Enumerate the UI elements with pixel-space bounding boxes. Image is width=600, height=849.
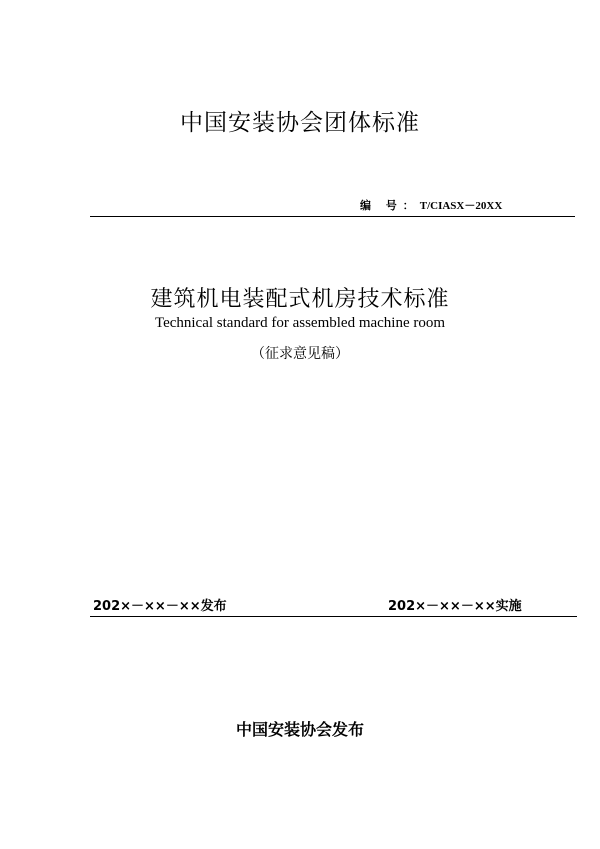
document-title-chinese: 建筑机电装配式机房技术标准 [150,287,450,312]
standard-code-label: 编 号： [360,200,420,212]
standard-code-value: T/CIASX－20XX [419,200,503,212]
implementation-date: 202×－××－××实施 [388,599,522,614]
publisher: 中国安装协会发布 [235,720,364,739]
bottom-divider [90,616,577,617]
issue-date: 202×－××－××发布 [93,599,227,614]
organization-standard-title: 中国安装协会团体标准 [180,110,420,136]
document-title-english: Technical standard for assembled machine room [154,315,446,331]
top-divider [90,216,575,217]
draft-note: （征求意见稿） [251,346,349,362]
standard-code [360,197,502,213]
